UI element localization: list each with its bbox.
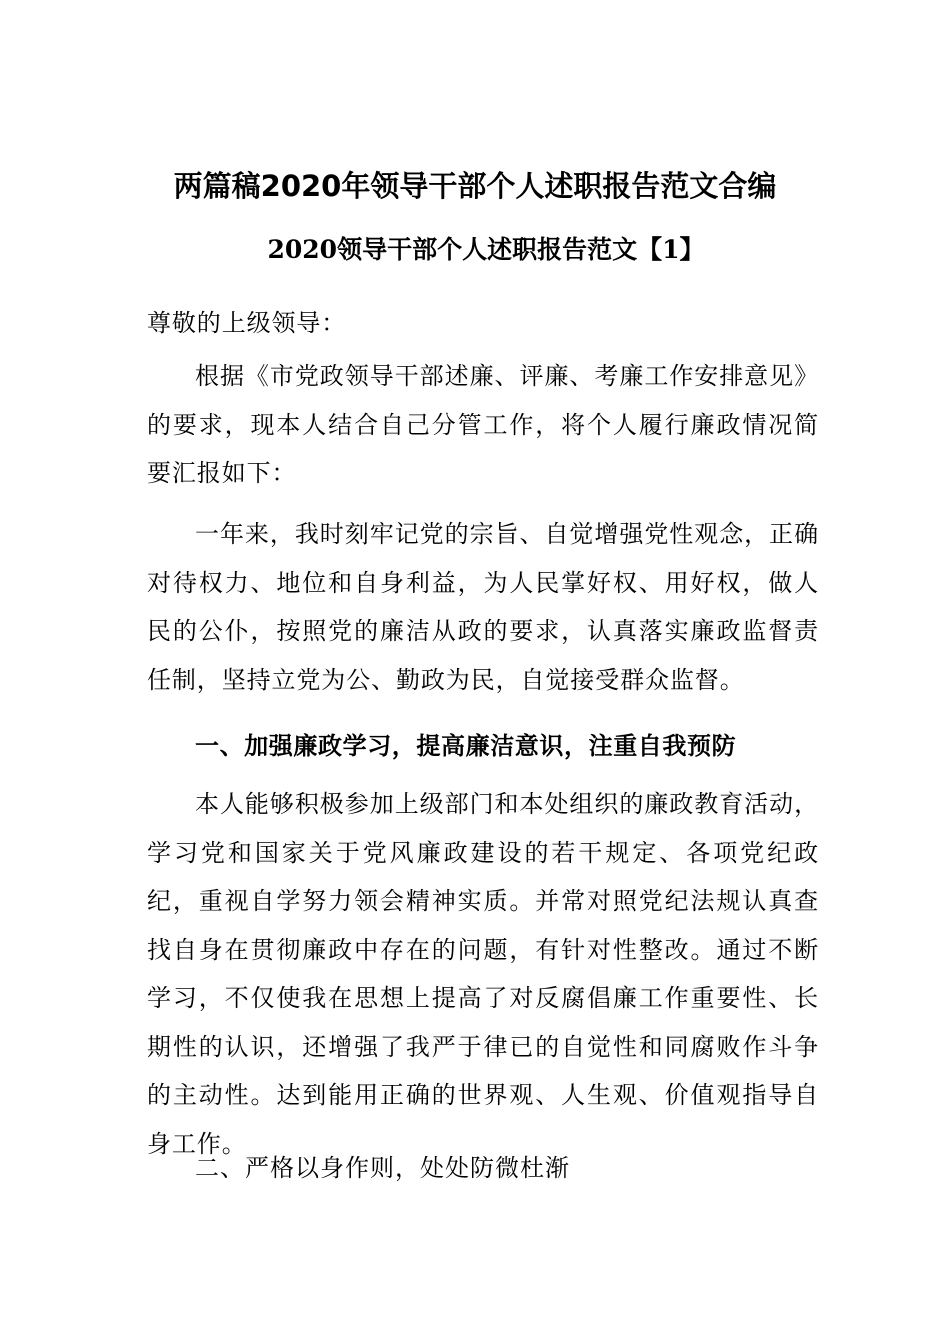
document-subtitle: 2020领导干部个人述职报告范文【1】 <box>267 235 705 264</box>
section-heading-2: 二、严格以身作则，处处防微杜渐 <box>195 1154 570 1182</box>
document-title: 两篇稿2020年领导干部个人述职报告范文合编 <box>173 169 777 203</box>
salutation: 尊敬的上级领导： <box>147 309 347 337</box>
paragraph-intro: 根据《市党政领导干部述廉、评廉、考廉工作安排意见》的要求，现本人结合自己分管工作，将个人履行廉政情况简要汇报如下： <box>147 362 819 487</box>
section-heading-1: 一、加强廉政学习，提高廉洁意识，注重自我预防 <box>195 732 737 760</box>
paragraph-overview: 一年来，我时刻牢记党的宗旨、自觉增强党性观念，正确对待权力、地位和自身利益，为人民掌好权、用好权，做人民的公仆，按照党的廉洁从政的要求，认真落实廉政监督责任制，坚持立党为公、勤政为民，自觉接受群众监督。 <box>147 520 819 694</box>
paragraph-section-1: 本人能够积极参加上级部门和本处组织的廉政教育活动，学习党和国家关于党风廉政建设的若干规定、各项党纪政纪，重视自学努力领会精神实质。并常对照党纪法规认真查找自身在贯彻廉政中存在的问题，有针对性整改。通过不断学习，不仅使我在思想上提高了对反腐倡廉工作重要性、长期性的认识，还增强了我严于律已的自觉性和同腐败作斗争的主动性。达到能用正确的世界观、人生观、价值观指导自身工作。 <box>147 790 819 1158</box>
